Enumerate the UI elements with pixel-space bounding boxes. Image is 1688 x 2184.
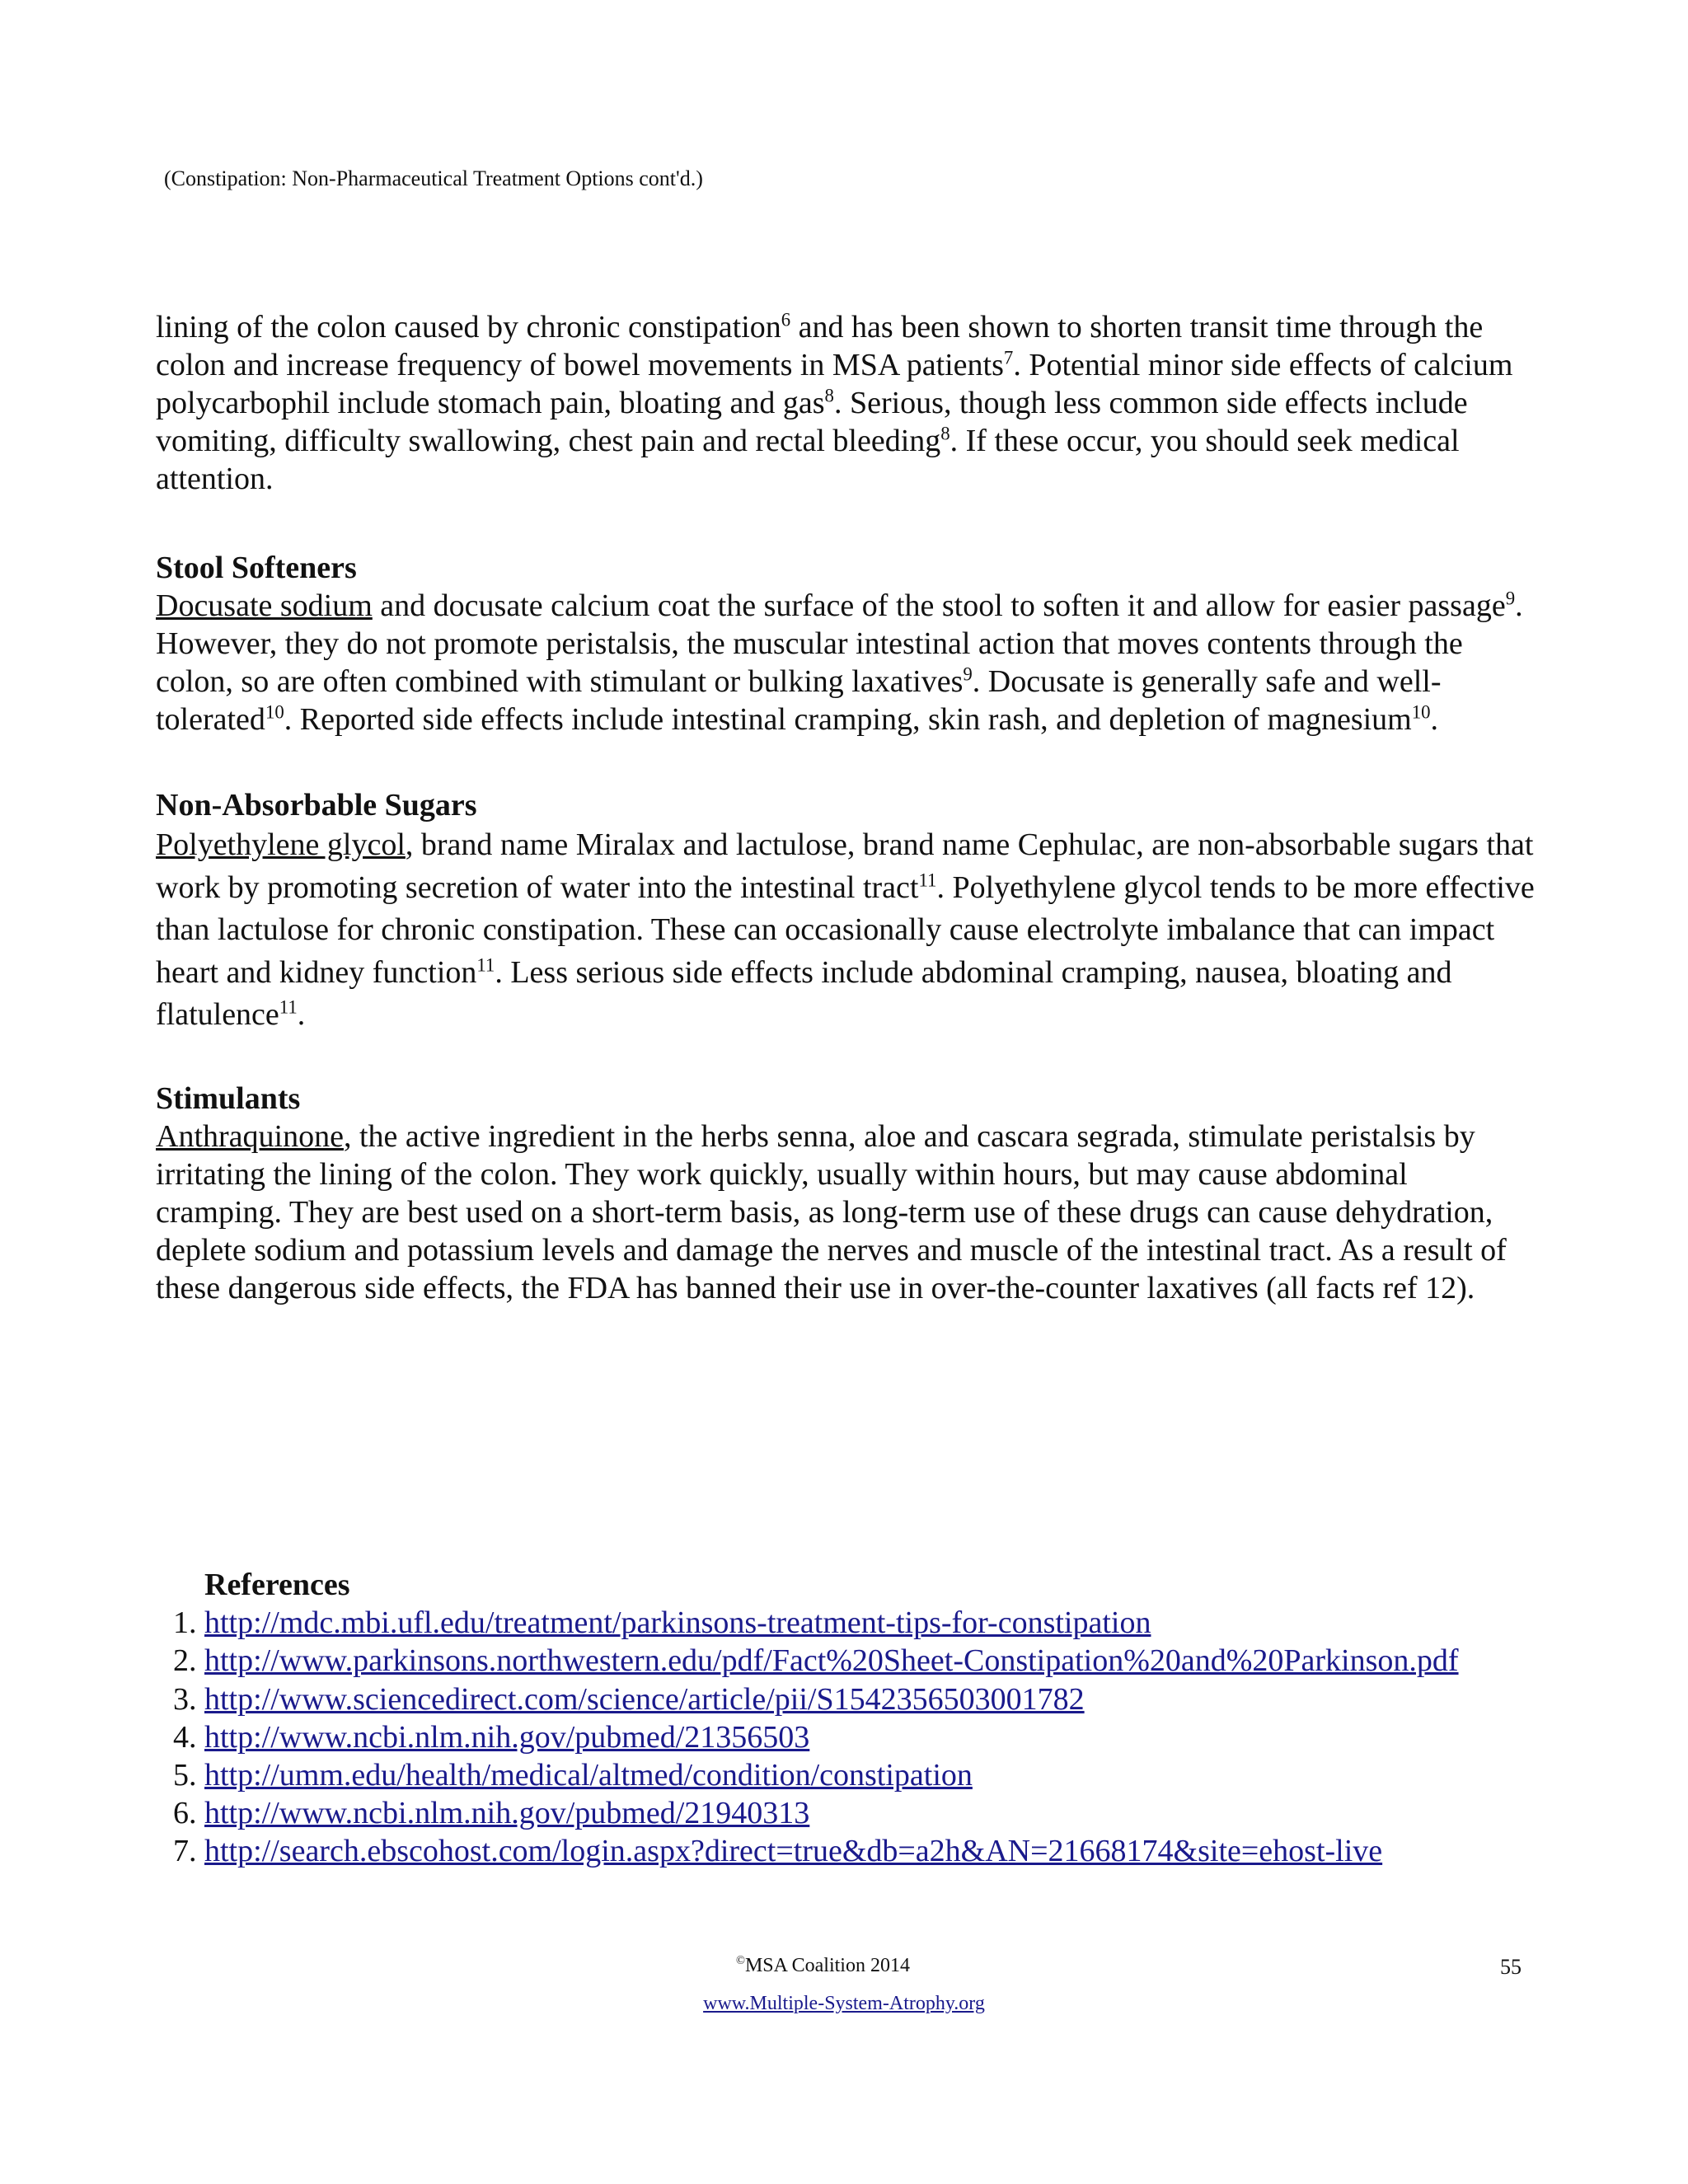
term-docusate-sodium: Docusate sodium <box>156 588 373 623</box>
reference-item <box>204 1756 1582 1794</box>
section-heading-stool-softeners: Stool Softeners <box>156 551 357 585</box>
citation-ref: 11 <box>476 954 495 975</box>
stimulants-paragraph: Anthraquinone, the active ingredient in the herbs senna, aloe and cascara segrada, stimulate peristalsis by irritating the lining of the colon. They work quickly, usually within hours, but may cause abdominal cramping. They are best used on a short-term basis, as long-term use of these drugs can cause dehydration, deplete sodium and potassium levels and damage the nerves and muscle of the intestinal tract. As a result of these dangerous side effects, the FDA has banned their use in over-the-counter laxatives (all facts ref 12). <box>156 1118 1507 1305</box>
citation-ref: 9 <box>963 663 973 685</box>
reference-link-5[interactable]: http://umm.edu/health/medical/altmed/condition/constipation <box>204 1758 973 1793</box>
copyright-notice: ©MSA Coalition 2014 <box>736 1954 910 1976</box>
citation-ref: 11 <box>918 869 937 890</box>
references-title: References <box>204 1568 350 1602</box>
intro-paragraph: lining of the colon caused by chronic constipation$^6$ and has been shown to shorten transit time through the colon and increase frequency of bowel movements in MSA patients$^7$. Potential minor side effects of calcium polycarbophil include stomach pain, bloating and gas$^8$. Serious, though less common side effects include vomiting, difficulty swallowing, chest pain and rectal bleeding$^8$. If these occur, you should seek medical attention. <box>156 309 1513 496</box>
citation-ref: 8 <box>940 423 950 444</box>
reference-item <box>204 1642 1582 1680</box>
term-polyethylene-glycol: Polyethylene glycol <box>156 827 406 862</box>
references-list <box>165 1604 1582 1870</box>
reference-item <box>204 1604 1582 1642</box>
reference-link-7[interactable]: http://search.ebscohost.com/login.aspx?direct=true&db=a2h&AN=21668174&site=ehost-live <box>204 1834 1383 1869</box>
reference-item <box>204 1718 1582 1756</box>
citation-ref: 10 <box>265 701 284 723</box>
section-heading-non-absorbable-sugars: Non-Absorbable Sugars <box>156 788 477 823</box>
reference-item <box>204 1832 1582 1870</box>
reference-link-6[interactable]: http://www.ncbi.nlm.nih.gov/pubmed/21940313 <box>204 1796 810 1831</box>
reference-item <box>204 1680 1582 1718</box>
website-link[interactable]: www.Multiple-System-Atrophy.org <box>703 1993 985 2014</box>
reference-link-4[interactable]: http://www.ncbi.nlm.nih.gov/pubmed/21356503 <box>204 1719 810 1755</box>
citation-ref: 6 <box>781 309 791 330</box>
references-section <box>165 1566 1582 1871</box>
reference-link-2[interactable]: http://www.parkinsons.northwestern.edu/pdf/Fact%20Sheet-Constipation%20and%20Parkinson.pdf <box>204 1643 1459 1679</box>
citation-ref: 7 <box>1003 347 1014 368</box>
main-content <box>156 308 1540 1307</box>
website-footer <box>0 1993 1688 2015</box>
running-header: (Constipation: Non-Pharmaceutical Treatment Options cont'd.) <box>164 166 703 190</box>
reference-item <box>204 1794 1582 1832</box>
section-heading-stimulants: Stimulants <box>156 1080 301 1116</box>
citation-ref: 9 <box>1505 588 1516 609</box>
copyright-symbol: © <box>736 1954 745 1967</box>
page-number: 55 <box>1500 1955 1522 1979</box>
stool-softeners-paragraph: Docusate sodium and docusate calcium coat the surface of the stool to soften it and allow for easier passage$^9$. However, they do not promote peristalsis, the muscular intestinal action that moves contents through the colon, so are often combined with stimulant or bulking laxatives$^9$. Docusate is generally safe and well-tolerated$^{10}$. Reported side effects include intestinal cramping, skin rash, and depletion of magnesium$^{10}$. <box>156 588 1523 737</box>
sugars-paragraph: Polyethylene glycol, brand name Miralax and lactulose, brand name Cephulac, are non-absorbable sugars that work by promoting secretion of water into the intestinal tract$^{11}$. Polyethylene glycol tends to be more effective than lactulose for chronic constipation. These can occasionally cause electrolyte imbalance that can impact heart and kidney function$^{11}$. Less serious side effects include abdominal cramping, nausea, bloating and flatulence$^{11}$. <box>156 827 1535 1032</box>
citation-ref: 10 <box>1411 701 1431 723</box>
citation-ref: 11 <box>279 996 298 1018</box>
reference-link-1[interactable]: http://mdc.mbi.ufl.edu/treatment/parkinsons-treatment-tips-for-constipation <box>204 1605 1151 1641</box>
term-anthraquinone: Anthraquinone <box>156 1118 344 1154</box>
reference-link-3[interactable]: http://www.sciencedirect.com/science/article/pii/S1542356503001782 <box>204 1681 1085 1717</box>
citation-ref: 8 <box>824 385 834 406</box>
